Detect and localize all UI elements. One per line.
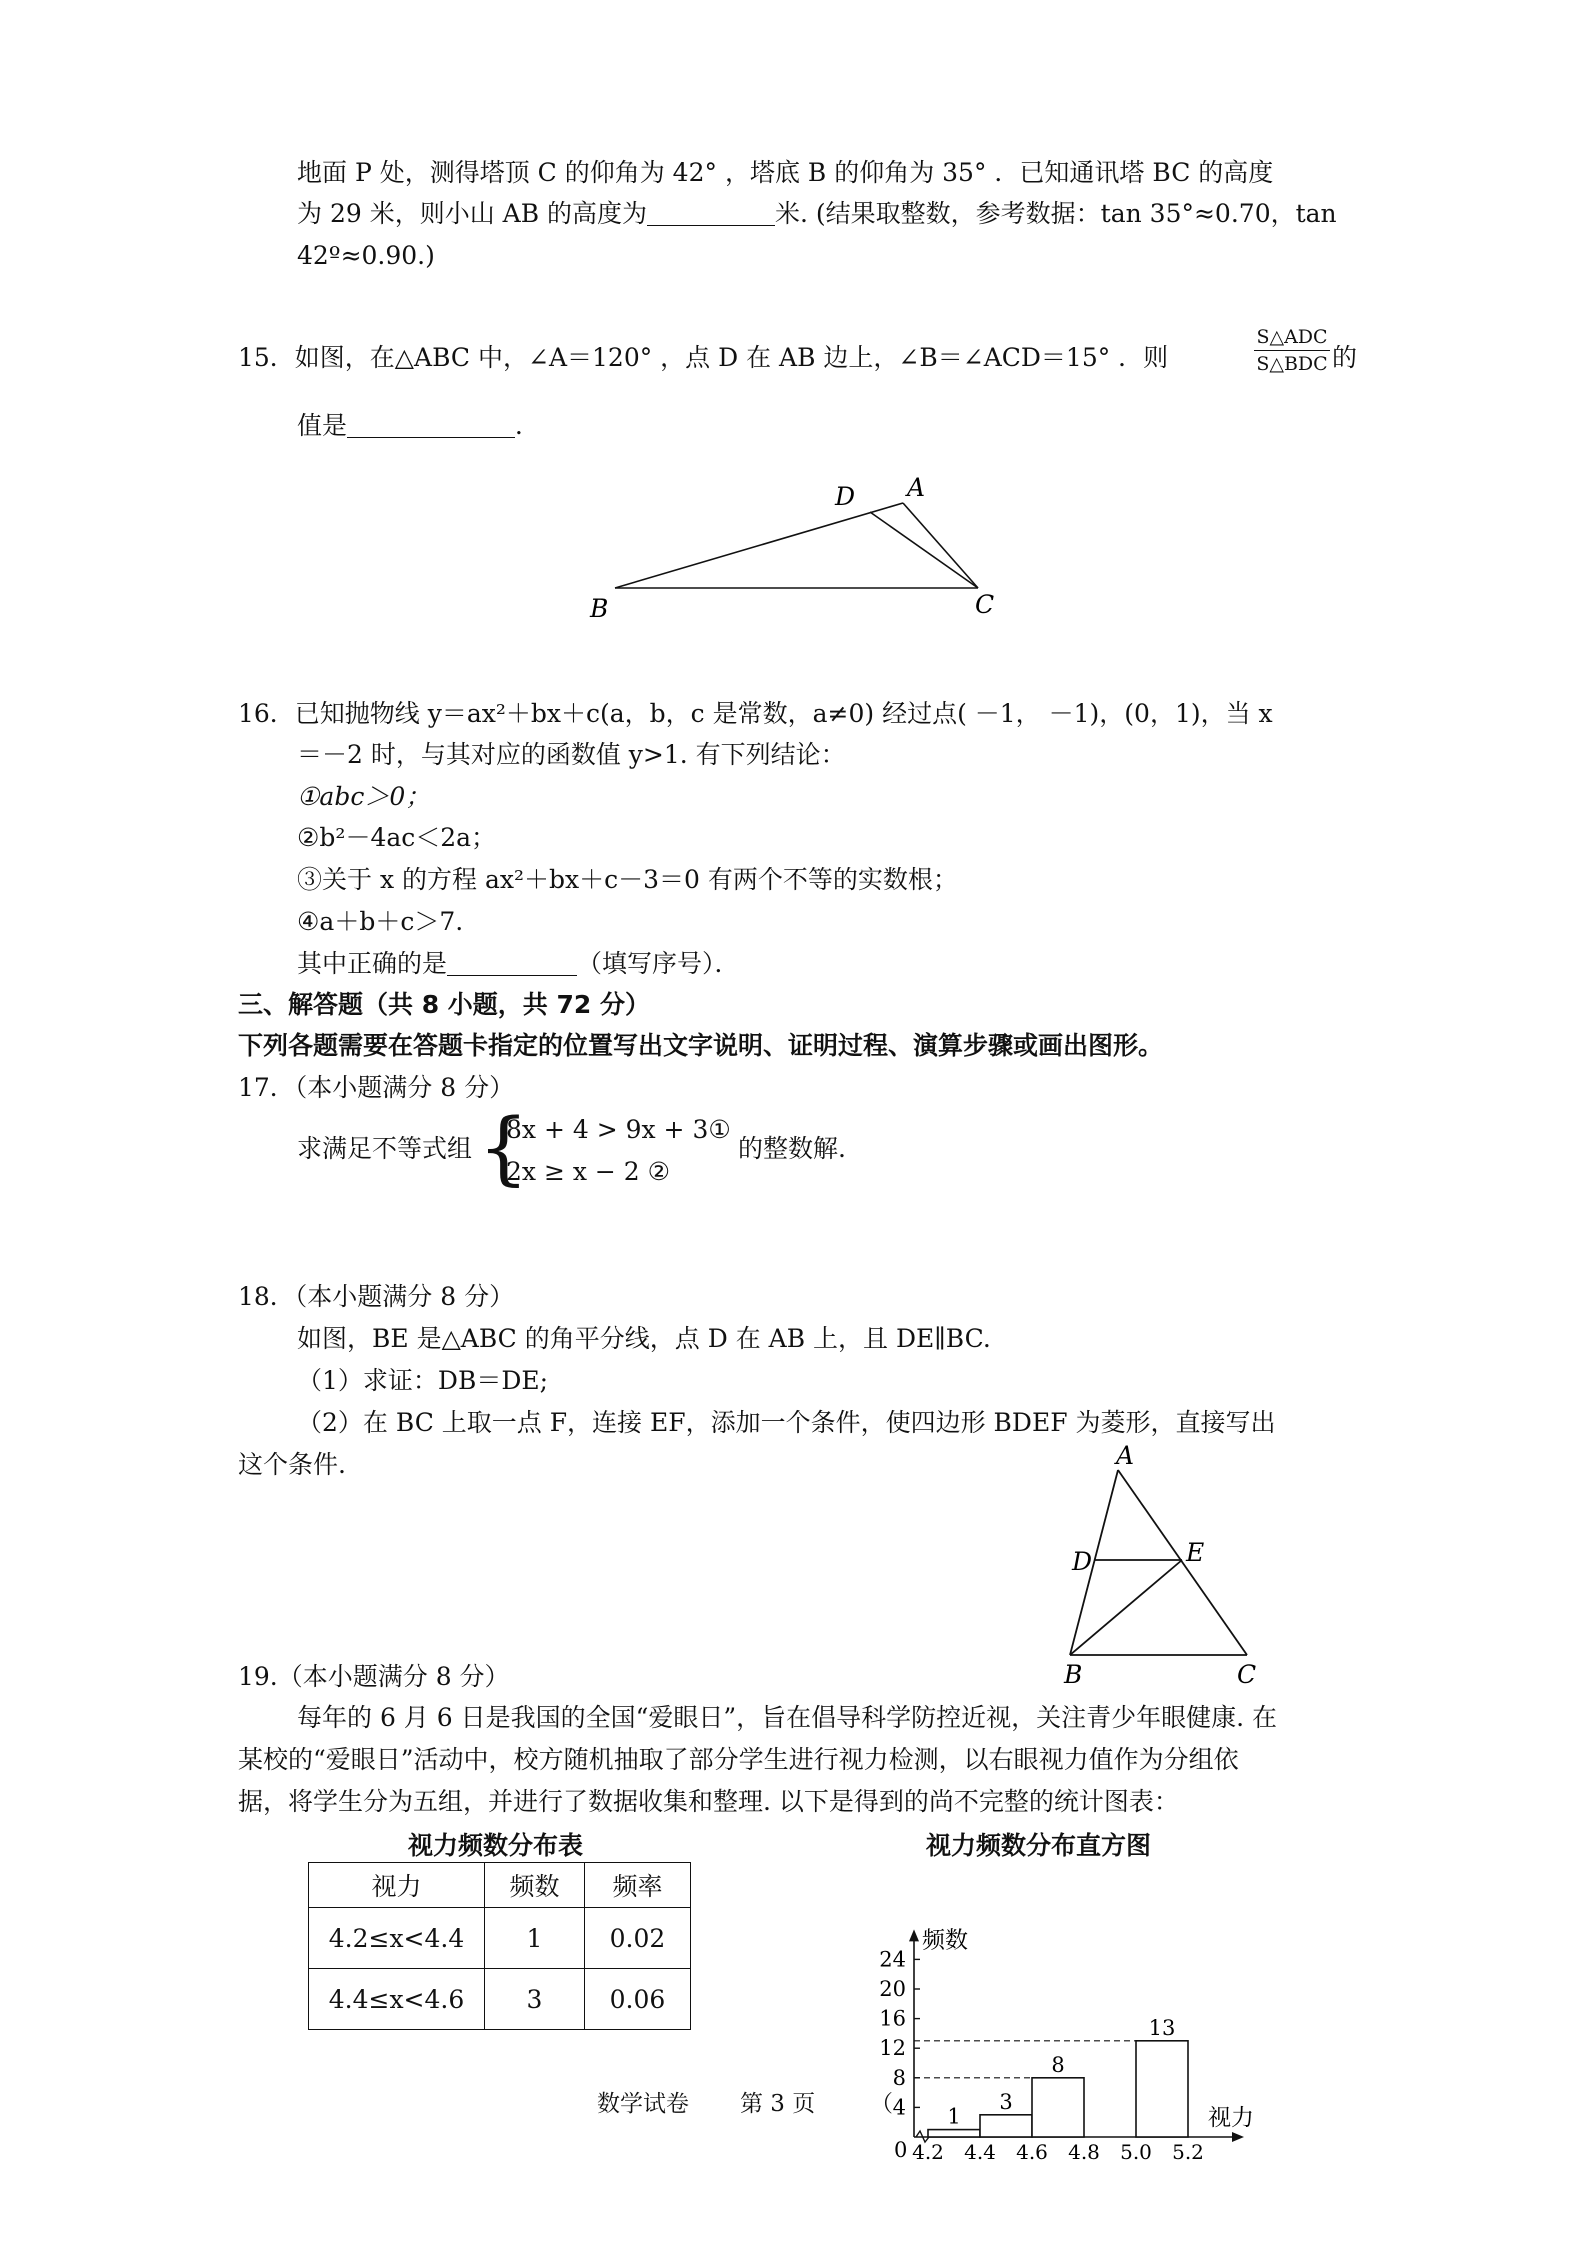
table-header-rate: 频率 xyxy=(585,1863,691,1908)
x-tick-label: 4.4 xyxy=(964,2140,996,2164)
histogram-bar xyxy=(1032,2078,1084,2137)
q17-title: 17．（本小题满分 8 分） xyxy=(238,1073,515,1102)
section3-heading: 三、解答题（共 8 小题，共 72 分） xyxy=(238,990,651,1019)
q18-side-ac xyxy=(1118,1470,1247,1655)
table-cell-range: 4.2≤x<4.4 xyxy=(309,1908,485,1969)
q15-side-ba xyxy=(615,503,903,588)
q17-inequality-1: 8x + 4 > 9x + 3① xyxy=(506,1115,731,1144)
y-axis-label: 频数 xyxy=(922,1927,968,1954)
q15-triangle-figure xyxy=(580,460,1010,630)
section3-instruction: 下列各题需要在答题卡指定的位置写出文字说明、证明过程、演算步骤或画出图形。 xyxy=(238,1031,1164,1060)
table-header-vision: 视力 xyxy=(309,1863,485,1908)
q19-line2: 某校的“爱眼日”活动中，校方随机抽取了部分学生进行视力检测，以右眼视力值作为分组依 xyxy=(238,1745,1239,1774)
q15-segment-cd xyxy=(870,512,978,588)
q16-line1: 16．已知抛物线 y＝ax²＋bx＋c(a，b，c 是常数，a≠0) 经过点( －1， －1)，(0，1)，当 x xyxy=(238,699,1273,728)
q15-answer-blank[interactable] xyxy=(347,411,515,438)
origin-label: 0 xyxy=(894,2138,908,2162)
x-tick-label: 5.0 xyxy=(1120,2140,1152,2164)
q19-line3: 据，将学生分为五组，并进行了数据收集和整理. 以下是得到的尚不完整的统计图表： xyxy=(238,1787,1179,1816)
q16-line2: ＝－2 时，与其对应的函数值 y>1. 有下列结论： xyxy=(297,740,846,769)
q19-histogram xyxy=(870,1860,1254,2180)
q18-triangle-figure xyxy=(1050,1441,1280,1690)
q14-line2-a: 为 29 米，则小山 AB 的高度为 xyxy=(297,199,648,228)
histogram-bar xyxy=(1136,2041,1188,2137)
q16-item-1: ①abc＞0； xyxy=(297,782,431,811)
y-tick-label: 4 xyxy=(892,2095,906,2120)
table-cell-count: 3 xyxy=(485,1969,585,2030)
q15-label-d: D xyxy=(835,482,856,511)
y-tick-label: 20 xyxy=(879,1977,906,2001)
x-tick-label: 4.2 xyxy=(912,2140,944,2164)
q17-suffix: 的整数解. xyxy=(738,1134,846,1163)
footer-paren: （ xyxy=(870,2091,893,2117)
q14-line1: 地面 P 处，测得塔顶 C 的仰角为 42° ，塔底 B 的仰角为 35° ．已知通讯塔 BC 的高度 xyxy=(297,158,1274,187)
q17-system-brace: { xyxy=(478,1101,529,1194)
q15-label-b: B xyxy=(590,594,609,623)
y-axis-arrow xyxy=(909,1929,919,1941)
bar-value-label: 3 xyxy=(999,2089,1013,2114)
bar-value-label: 1 xyxy=(947,2104,961,2129)
q15-suffix: 的 xyxy=(1332,343,1358,372)
x-axis-label: 视力 xyxy=(1208,2105,1254,2131)
q16-item-2: ②b²－4ac＜2a； xyxy=(297,823,497,852)
histogram-bar xyxy=(928,2130,980,2137)
q15-label-a: A xyxy=(907,473,926,502)
q15-frac-denominator: S△BDC xyxy=(1256,353,1328,375)
q17-prefix: 求满足不等式组 xyxy=(297,1134,473,1163)
q18-line2: （1）求证：DB＝DE; xyxy=(297,1366,549,1395)
q18-line4: 这个条件. xyxy=(238,1450,346,1479)
y-tick-label: 24 xyxy=(879,1947,906,1972)
q18-line1: 如图，BE 是△ABC 的角平分线，点 D 在 AB 上，且 DE∥BC. xyxy=(297,1324,991,1353)
q18-label-d: D xyxy=(1072,1547,1093,1576)
q15-area-ratio xyxy=(1254,326,1330,375)
y-tick-label: 16 xyxy=(879,2006,906,2031)
y-tick-label: 8 xyxy=(892,2065,906,2090)
x-tick-label: 4.8 xyxy=(1068,2140,1100,2164)
table-header-row xyxy=(309,1863,691,1908)
q19-line1: 每年的 6 月 6 日是我国的全国“爱眼日”，旨在倡导科学防控近视，关注青少年眼健康. 在 xyxy=(297,1703,1278,1732)
q15-side-ac xyxy=(903,503,978,588)
q15-line1: 15．如图，在△ABC 中，∠A＝120° ，点 D 在 AB 边上，∠B＝∠ACD＝15° ．则 xyxy=(238,343,1169,372)
bar-value-label: 8 xyxy=(1051,2052,1065,2077)
q17-inequality-2: 2x ≥ x − 2 ② xyxy=(506,1157,671,1186)
q18-label-c: C xyxy=(1237,1660,1257,1689)
q19-histogram-title: 视力频数分布直方图 xyxy=(926,1831,1152,1860)
q16-answer-line xyxy=(297,948,740,980)
q16-item-4: ④a＋b＋c＞7. xyxy=(297,907,464,936)
q15-line2-end: ． xyxy=(515,411,541,440)
table-header-count: 频数 xyxy=(485,1863,585,1908)
q19-table-title: 视力频数分布表 xyxy=(408,1831,584,1860)
table-row xyxy=(309,1969,691,2030)
q16-answer-suffix: （填写序号）． xyxy=(577,949,740,978)
x-tick-label: 5.2 xyxy=(1172,2140,1204,2164)
q18-label-b: B xyxy=(1064,1660,1083,1689)
q14-line2-b: 米. (结果取整数，参考数据：tan 35°≈0.70，tan xyxy=(775,199,1337,228)
table-cell-count: 1 xyxy=(485,1908,585,1969)
x-tick-label: 4.6 xyxy=(1016,2140,1048,2164)
q15-line2 xyxy=(297,410,540,442)
q16-answer-text: 其中正确的是 xyxy=(297,949,448,978)
q19-title: 19.（本小题满分 8 分） xyxy=(238,1662,510,1691)
q18-label-a: A xyxy=(1116,1441,1135,1470)
footer-page: 第 3 页 xyxy=(740,2091,816,2117)
q19-frequency-table xyxy=(308,1862,691,2030)
q14-line3: 42º≈0.90.) xyxy=(297,241,435,270)
histogram-bar xyxy=(980,2115,1032,2137)
q14-answer-blank[interactable] xyxy=(647,199,775,226)
table-cell-range: 4.4≤x<4.6 xyxy=(309,1969,485,2030)
q18-label-e: E xyxy=(1186,1538,1205,1567)
x-axis-arrow xyxy=(1232,2132,1244,2142)
table-cell-rate: 0.06 xyxy=(585,1969,691,2030)
q15-line2-text: 值是 xyxy=(297,411,348,440)
q15-label-c: C xyxy=(975,590,995,619)
q14-line2 xyxy=(297,198,1337,230)
q18-title: 18．（本小题满分 8 分） xyxy=(238,1282,515,1311)
q16-answer-blank[interactable] xyxy=(447,949,577,976)
y-tick-label: 12 xyxy=(879,2036,906,2061)
table-cell-rate: 0.02 xyxy=(585,1908,691,1969)
q15-frac-numerator: S△ADC xyxy=(1256,326,1328,348)
q18-line3: （2）在 BC 上取一点 F，连接 EF，添加一个条件，使四边形 BDEF 为菱形，直接写出 xyxy=(297,1408,1276,1437)
table-row xyxy=(309,1908,691,1969)
q16-item-3: ③关于 x 的方程 ax²＋bx＋c－3＝0 有两个不等的实数根； xyxy=(297,865,958,894)
bar-value-label: 13 xyxy=(1148,2015,1176,2040)
footer-subject: 数学试卷 xyxy=(597,2091,689,2117)
